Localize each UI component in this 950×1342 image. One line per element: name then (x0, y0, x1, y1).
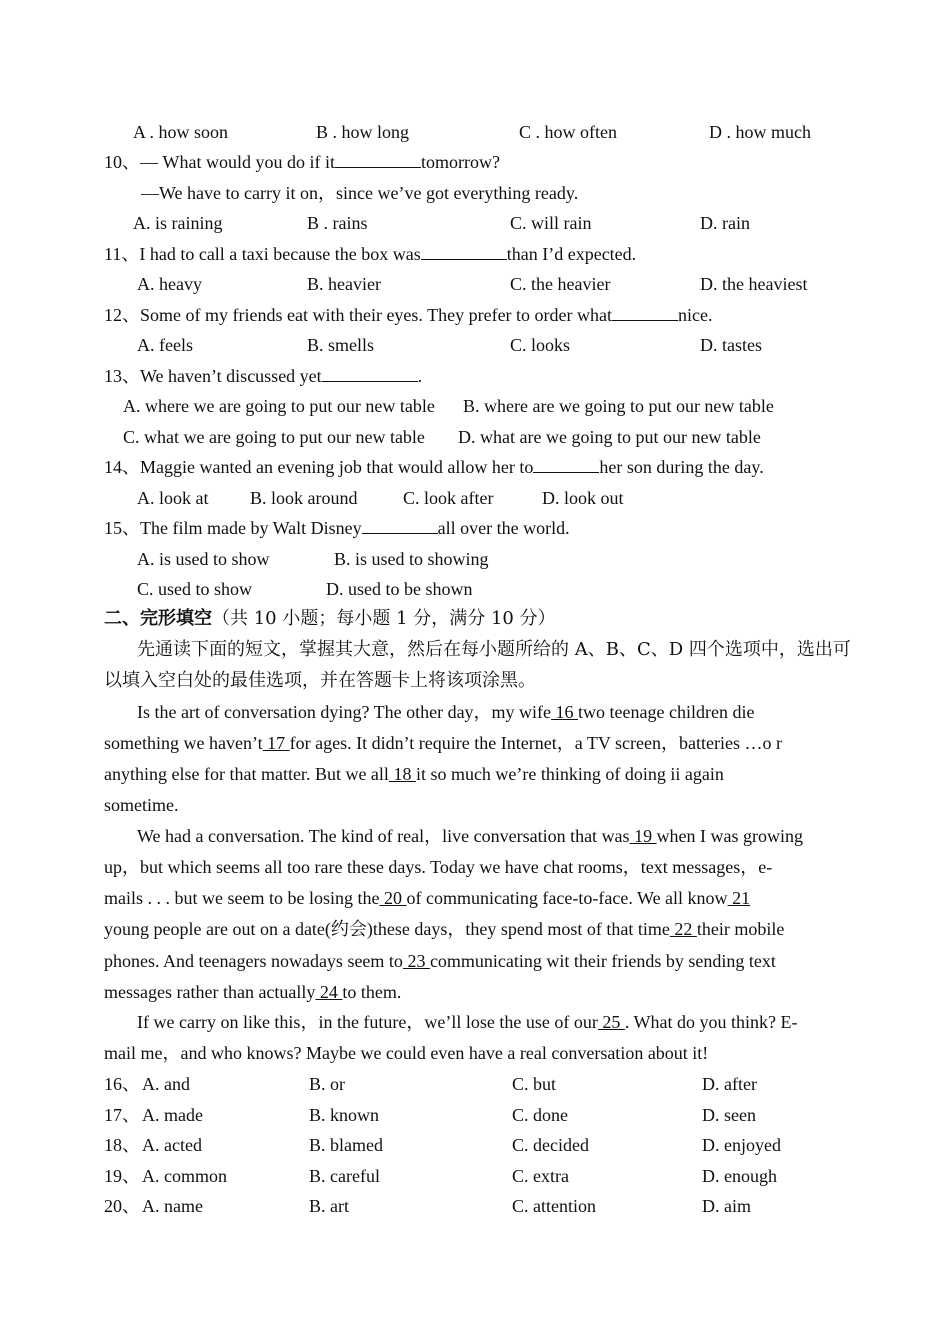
blank-21: 21 (727, 888, 751, 908)
q12-option-c: C. looks (510, 335, 571, 355)
q15-number: 15、 (104, 518, 140, 538)
q9-option-a: A . how soon (133, 122, 229, 142)
passage-line-2 (104, 732, 782, 754)
q14-option-a: A. look at (137, 488, 209, 508)
blank-24: 24 (315, 982, 343, 1002)
q10-answer-line: —We have to carry it on，since we’ve got everything ready. (141, 183, 579, 203)
passage-line-9 (104, 950, 776, 972)
cloze-option-b: B. blamed (309, 1135, 383, 1155)
cloze-option-c: C. extra (512, 1166, 569, 1186)
blank-19: 19 (629, 826, 657, 846)
q10-number: 10、 (104, 152, 140, 172)
blank-20: 20 (379, 888, 407, 908)
q11-text-end: than I’d expected. (506, 244, 637, 264)
q15-option-d: D. used to be shown (326, 579, 473, 599)
q10-option-b: B . rains (307, 213, 368, 233)
q12-text: Some of my friends eat with their eyes. They prefer to order what (140, 305, 613, 325)
passage-line-7 (104, 887, 750, 909)
cloze-option-d: D. after (702, 1074, 757, 1094)
q14-number: 14、 (104, 457, 140, 477)
q10-text-end: tomorrow? (420, 152, 500, 172)
passage-text: Is the art of conversation dying? The other day，my wife (137, 702, 552, 722)
q13-option-b: B. where are we going to put our new table (463, 396, 774, 416)
passage-text: young people are out on a date(约会)these days，they spend most of that time (104, 919, 670, 939)
q9-option-c: C . how often (519, 122, 617, 142)
passage-line-6: up，but which seems all too rare these days. Today we have chat rooms，text messages，e- (104, 857, 773, 877)
passage-text: it so much we’re thinking of doing ii again (415, 764, 724, 784)
passage-line-4: sometime. (104, 795, 179, 815)
q12-blank (612, 304, 678, 321)
q12-option-b: B. smells (307, 335, 375, 355)
cloze-option-a: A. acted (142, 1135, 202, 1155)
passage-line-11 (137, 1011, 798, 1033)
cloze-option-b: B. careful (309, 1166, 380, 1186)
q10-stem (104, 151, 500, 173)
q13-option-a: A. where we are going to put our new table (123, 396, 435, 416)
q11-blank (421, 243, 507, 260)
q10-blank (335, 151, 421, 168)
passage-line-5 (137, 825, 803, 847)
q14-blank (533, 456, 599, 473)
q11-option-d: D. the heaviest (700, 274, 808, 294)
cloze-number: 19、 (104, 1166, 140, 1186)
cloze-option-d: D. seen (702, 1105, 756, 1125)
q9-option-d: D . how much (709, 122, 811, 142)
passage-text: messages rather than actually (104, 982, 316, 1002)
section2-instruction-2: 以填入空白处的最佳选项，并在答题卡上将该项涂黑。 (104, 670, 536, 691)
q13-text-end: . (417, 366, 423, 386)
q15-option-b: B. is used to showing (334, 549, 489, 569)
cloze-number: 18、 (104, 1135, 140, 1155)
cloze-number: 16、 (104, 1074, 140, 1094)
passage-text: communicating wit their friends by sending text (429, 951, 776, 971)
cloze-option-d: D. enjoyed (702, 1135, 781, 1155)
q10-option-c: C. will rain (510, 213, 592, 233)
q11-stem (104, 243, 636, 265)
passage-text: anything else for that matter. But we all (104, 764, 389, 784)
cloze-option-d: D. enough (702, 1166, 777, 1186)
q15-option-a: A. is used to show (137, 549, 270, 569)
cloze-option-c: C. attention (512, 1196, 596, 1216)
q11-option-c: C. the heavier (510, 274, 611, 294)
q12-number: 12、 (104, 305, 140, 325)
blank-25: 25 (597, 1012, 625, 1032)
blank-22: 22 (669, 919, 697, 939)
cloze-option-b: B. or (309, 1074, 345, 1094)
passage-line-12: mail me，and who knows? Maybe we could even have a real conversation about it! (104, 1043, 709, 1063)
q14-option-b: B. look around (250, 488, 358, 508)
passage-text: If we carry on like this，in the future，we’ll lose the use of our (137, 1012, 598, 1032)
cloze-option-c: C. done (512, 1105, 568, 1125)
q12-option-d: D. tastes (700, 335, 762, 355)
q13-number: 13、 (104, 366, 140, 386)
blank-23: 23 (402, 951, 430, 971)
q13-option-d: D. what are we going to put our new table (458, 427, 761, 447)
passage-text: something we haven’t (104, 733, 263, 753)
q13-text: We haven’t discussed yet (140, 366, 322, 386)
cloze-option-a: A. common (142, 1166, 227, 1186)
passage-line-3 (104, 763, 724, 785)
q10-option-a: A. is raining (133, 213, 223, 233)
passage-text: to them. (342, 982, 402, 1002)
q15-option-c: C. used to show (137, 579, 253, 599)
blank-16: 16 (551, 702, 579, 722)
q11-number: 11、 (104, 244, 140, 264)
q15-text: The film made by Walt Disney (140, 518, 362, 538)
passage-text: mails . . . but we seem to be losing the (104, 888, 380, 908)
cloze-option-a: A. name (142, 1196, 203, 1216)
q13-blank (322, 365, 418, 382)
q9-option-b: B . how long (316, 122, 410, 142)
passage-line-10 (104, 981, 401, 1003)
q14-text: Maggie wanted an evening job that would allow her to (140, 457, 534, 477)
q14-option-c: C. look after (403, 488, 494, 508)
section2-note: （共 10 小题；每小题 1 分，满分 10 分） (212, 608, 556, 629)
passage-text: We had a conversation. The kind of real，live conversation that was (137, 826, 630, 846)
passage-line-8 (104, 918, 784, 940)
q13-stem (104, 365, 422, 387)
passage-text: of communicating face-to-face. We all know (406, 888, 728, 908)
q14-text-end: her son during the day. (599, 457, 764, 477)
section2-heading (104, 608, 556, 630)
passage-text: when I was growing (656, 826, 804, 846)
blank-17: 17 (262, 733, 290, 753)
q14-stem (104, 456, 764, 478)
q12-text-end: nice. (678, 305, 713, 325)
q11-option-a: A. heavy (137, 274, 202, 294)
q15-text-end: all over the world. (437, 518, 570, 538)
q12-option-a: A. feels (137, 335, 193, 355)
cloze-option-c: C. but (512, 1074, 557, 1094)
q15-stem (104, 517, 570, 539)
passage-text: for ages. It didn’t require the Internet，a TV screen，batteries …o r (289, 733, 782, 753)
q11-text: I had to call a taxi because the box was (139, 244, 421, 264)
section2-instruction-1: 先通读下面的短文，掌握其大意，然后在每小题所给的 A、B、C、D 四个选项中，选出可 (137, 639, 851, 660)
q15-blank (362, 517, 438, 534)
cloze-option-c: C. decided (512, 1135, 589, 1155)
cloze-option-d: D. aim (702, 1196, 751, 1216)
passage-line-1 (137, 701, 754, 723)
cloze-option-a: A. made (142, 1105, 203, 1125)
blank-18: 18 (388, 764, 416, 784)
cloze-option-a: A. and (142, 1074, 190, 1094)
cloze-option-b: B. art (309, 1196, 349, 1216)
cloze-option-b: B. known (309, 1105, 380, 1125)
passage-text: their mobile (696, 919, 785, 939)
q11-option-b: B. heavier (307, 274, 381, 294)
q10-text: — What would you do if it (140, 152, 335, 172)
q13-option-c: C. what we are going to put our new table (123, 427, 425, 447)
q12-stem (104, 304, 713, 326)
section2-title: 二、完形填空 (104, 608, 212, 629)
cloze-number: 20、 (104, 1196, 140, 1216)
q10-option-d: D. rain (700, 213, 750, 233)
passage-text: . What do you think? E- (624, 1012, 798, 1032)
cloze-number: 17、 (104, 1105, 140, 1125)
passage-text: two teenage children die (578, 702, 755, 722)
passage-text: phones. And teenagers nowadays seem to (104, 951, 403, 971)
q14-option-d: D. look out (542, 488, 624, 508)
